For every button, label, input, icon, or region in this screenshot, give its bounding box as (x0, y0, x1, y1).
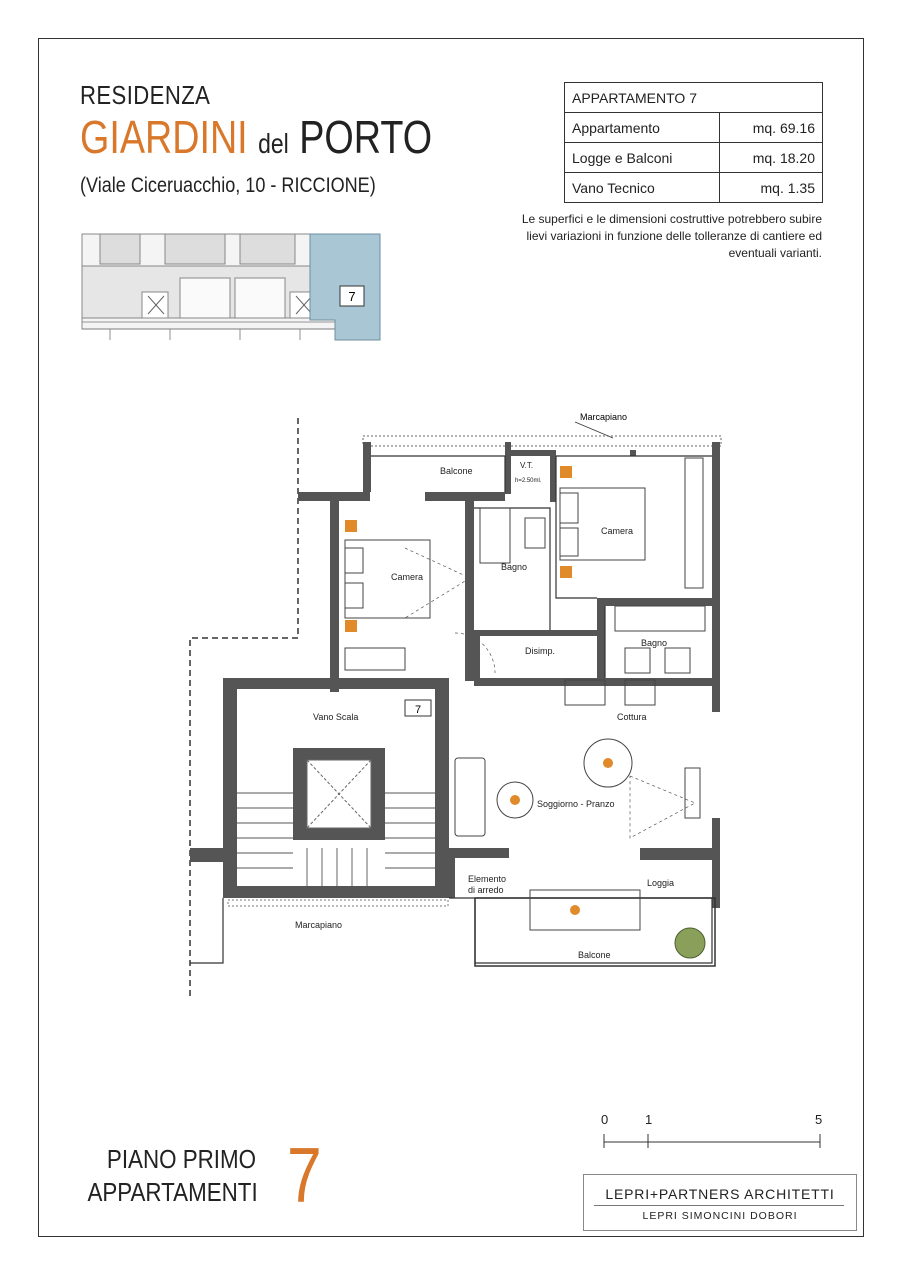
vt-height-label: h=2.50ml. (515, 478, 542, 484)
bagno-right-label: Bagno (641, 638, 668, 648)
loggia-label: Loggia (647, 878, 675, 888)
scale-label-5: 5 (815, 1112, 823, 1127)
logo-divider (594, 1205, 844, 1206)
disclaimer-text: Le superfici e le dimensioni costruttive potrebbero subire lievi variazioni in funzione delle tolleranze di cantiere ed eventuali varianti. (521, 212, 822, 260)
table-row (565, 113, 823, 143)
cottura-label: Cottura (617, 712, 647, 722)
floor-label-line2: APPARTAMENTI (87, 1177, 258, 1207)
areas-table-title: APPARTAMENTO 7 (565, 83, 823, 113)
project-name-part1: GIARDINI (80, 111, 248, 163)
area-label: Vano Tecnico (565, 173, 720, 203)
project-name-part2: del (258, 128, 289, 159)
soggiorno-label: Soggiorno - Pranzo (537, 799, 615, 809)
scale-bar (600, 1130, 826, 1150)
area-value: mq. 69.16 (719, 113, 822, 143)
camera-left-label: Camera (391, 572, 424, 582)
key-plan-unit-number: 7 (348, 289, 356, 304)
vano-scala-label: Vano Scala (313, 712, 359, 722)
marcapiano-top-label: Marcapiano (580, 412, 628, 422)
area-label: Appartamento (565, 113, 720, 143)
balcone-bottom-label: Balcone (578, 950, 611, 960)
marcapiano-bottom-label: Marcapiano (295, 920, 343, 930)
elemento-label-1: Elemento (468, 874, 507, 884)
table-row (565, 143, 823, 173)
area-value: mq. 18.20 (719, 143, 822, 173)
logo-sub-text: LEPRI SIMONCINI DOBORI (642, 1210, 798, 1222)
light-points (345, 466, 613, 915)
apartment-number: 7 (287, 1131, 322, 1219)
floor-label-line1: PIANO PRIMO (106, 1144, 256, 1174)
areas-table (564, 82, 823, 203)
area-value: mq. 1.35 (719, 173, 822, 203)
vt-label: V.T. (520, 461, 534, 470)
plant-icon (675, 928, 705, 958)
scale-label-0: 0 (601, 1112, 609, 1127)
table-row (565, 173, 823, 203)
unit-tag-number: 7 (414, 704, 422, 716)
key-plan (80, 230, 385, 342)
project-name-part3: PORTO (299, 111, 433, 163)
scale-label-1: 1 (645, 1112, 653, 1127)
area-label: Logge e Balconi (565, 143, 720, 173)
residenza-label: RESIDENZA (80, 80, 211, 110)
camera-right-label: Camera (601, 526, 634, 536)
boundary-dashed (190, 418, 298, 996)
balcone-top-label: Balcone (440, 466, 473, 476)
project-address: (Viale Ciceruacchio, 10 - RICCIONE) (80, 174, 376, 197)
elemento-label-2: di arredo (468, 885, 504, 895)
disimp-label: Disimp. (525, 646, 556, 656)
logo-box (583, 1174, 857, 1231)
floor-plan (185, 408, 725, 998)
bagno-center-label: Bagno (501, 562, 528, 572)
project-name (80, 110, 432, 164)
floor-label (87, 1143, 256, 1209)
logo-main-text: LEPRI+PARTNERS ARCHITETTI (605, 1186, 835, 1202)
